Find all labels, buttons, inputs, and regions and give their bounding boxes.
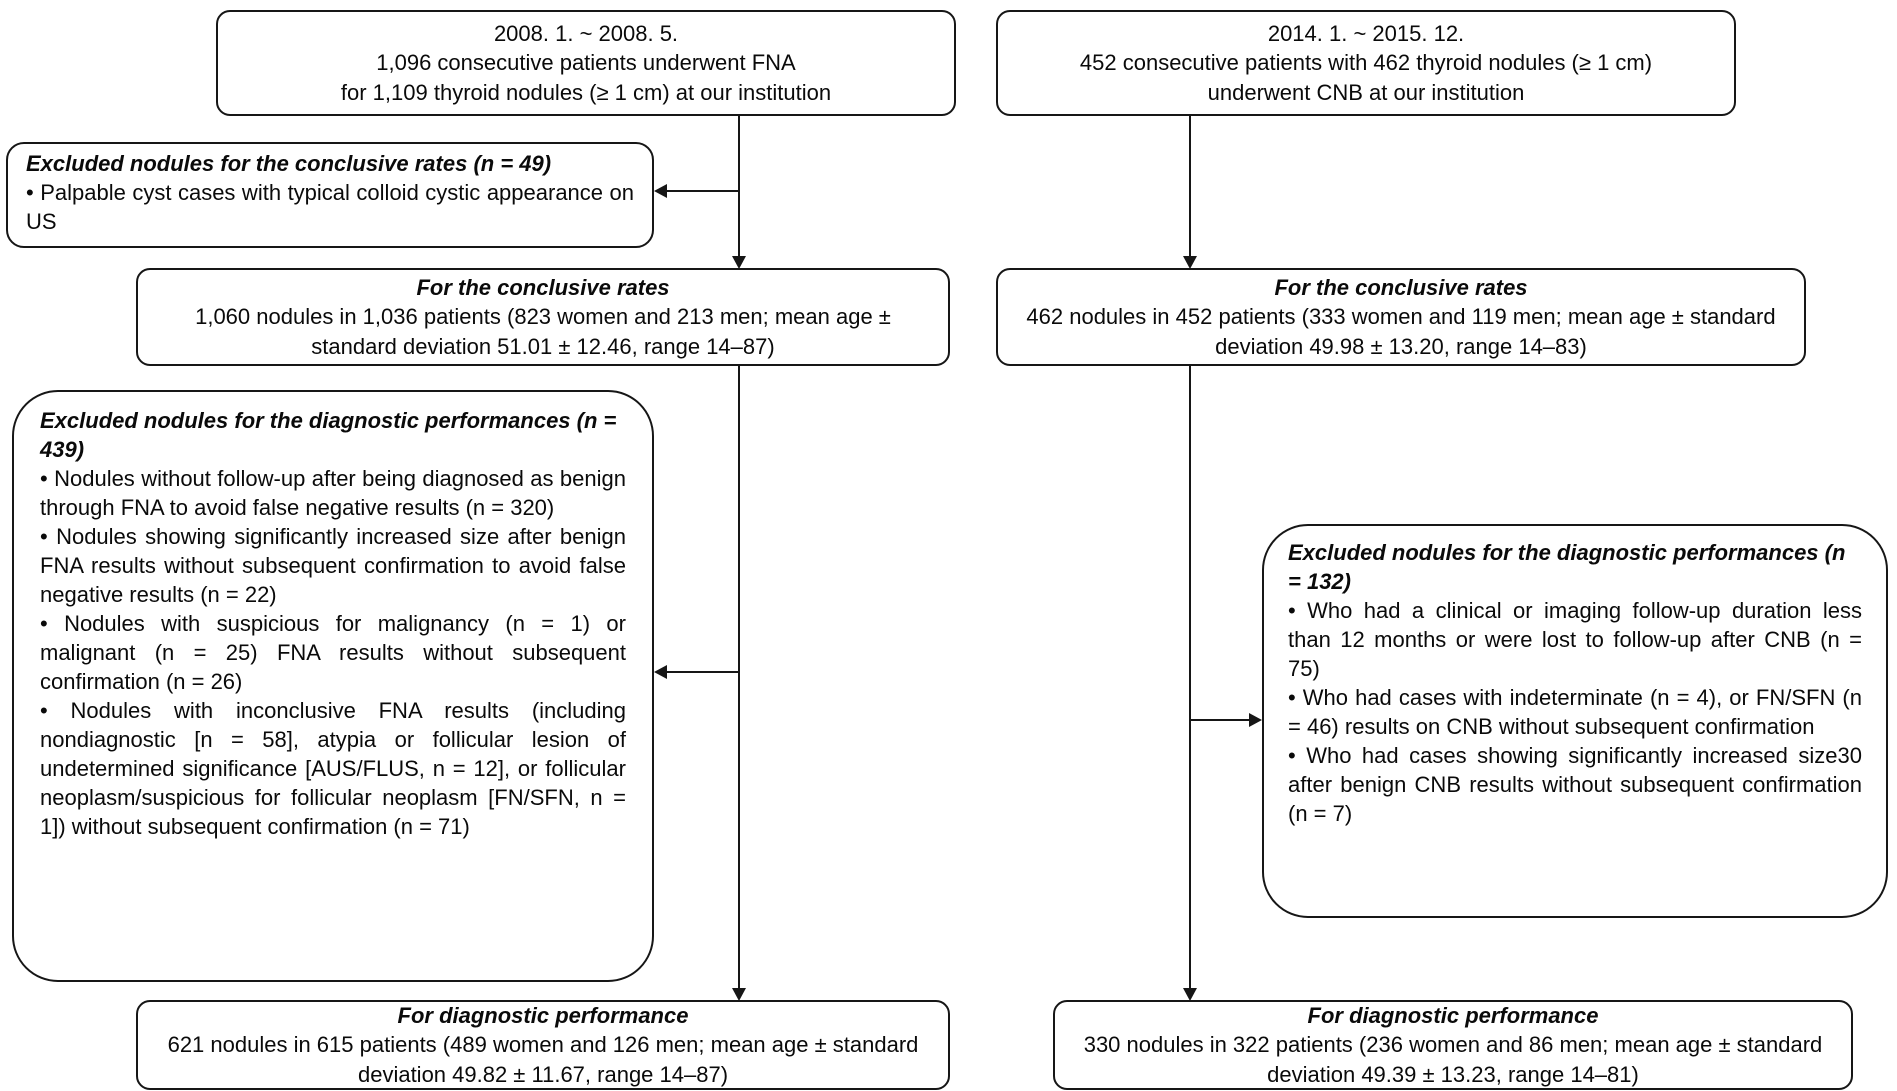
cnb-cohort-line2: 452 consecutive patients with 462 thyroid nodules (≥ 1 cm) [1079, 50, 1653, 76]
cnb-diagnostic-performance-box [1053, 1000, 1853, 1090]
arrowhead-left-icon [654, 184, 667, 198]
fna-cohort-line3: for 1,109 thyroid nodules (≥ 1 cm) at our institution [340, 79, 832, 105]
cnb-excluded-diagnostic-bullet: • Who had cases showing significantly increased size30 after benign CNB results without subsequent confirmation (n = 7) [1288, 743, 1862, 827]
fna-cohort-box [216, 10, 956, 116]
cnb-diagnostic-title: For diagnostic performance [1307, 1003, 1599, 1029]
fna-conclusive-body: 1,060 nodules in 1,036 patients (823 women and 213 men; mean age ± standard deviation 51.01 ± 12.46, range 14–87) [195, 304, 891, 359]
arrowhead-down-icon [732, 256, 746, 269]
cnb-cohort-box [996, 10, 1736, 116]
connector-cnb-to-excluded-diagnostic [1190, 719, 1252, 721]
fna-conclusive-title: For the conclusive rates [416, 275, 670, 301]
cnb-excluded-diagnostic-bullet: • Who had cases with indeterminate (n = 4), or FN/SFN (n = 46) results on CNB without subsequent confirmation [1288, 685, 1862, 740]
cnb-excluded-diagnostic-bullet: • Who had a clinical or imaging follow-up duration less than 12 months or were lost to follow-up after CNB (n = 75) [1288, 598, 1862, 682]
fna-cohort-line2: 1,096 consecutive patients underwent FNA [376, 50, 796, 76]
fna-excluded-diagnostic-bullet: • Nodules with inconclusive FNA results (including nondiagnostic [n = 58], atypia or follicular lesion of undetermined significance [AUS/FLUS, n = 12], or follicular neoplasm/suspicious for follicular neoplasm [FN/SFN, n = 1]) without subsequent confirmation (n = 71) [40, 698, 626, 840]
connector-fna-to-excluded-diagnostic [664, 671, 739, 673]
arrowhead-left-icon [654, 665, 667, 679]
fna-excluded-conclusive-title: Excluded nodules for the conclusive rates (n = 49) [26, 151, 552, 176]
fna-conclusive-rates-box [136, 268, 950, 366]
fna-excluded-diagnostic-bullet: • Nodules with suspicious for malignancy (n = 1) or malignant (n = 25) FNA results without subsequent confirmation (n = 26) [40, 611, 626, 695]
cnb-conclusive-title: For the conclusive rates [1274, 275, 1528, 301]
fna-excluded-conclusive-bullet: • Palpable cyst cases with typical colloid cystic appearance on US [26, 180, 634, 235]
fna-excluded-conclusive-box [6, 142, 654, 248]
connector-fna-cohort-to-conclusive [738, 116, 740, 258]
fna-diagnostic-body: 621 nodules in 615 patients (489 women and 126 men; mean age ± standard deviation 49.82 ± 11.67, range 14–87) [167, 1032, 919, 1087]
cnb-excluded-diagnostic-title: Excluded nodules for the diagnostic performances (n = 132) [1288, 540, 1846, 595]
arrowhead-down-icon [1183, 256, 1197, 269]
connector-cnb-cohort-to-conclusive [1189, 116, 1191, 258]
connector-fna-conclusive-to-diagnostic [738, 366, 740, 988]
cnb-conclusive-rates-box [996, 268, 1806, 366]
fna-excluded-diagnostic-bullet: • Nodules showing significantly increased size after benign FNA results without subsequent confirmation to avoid false negative results (n = 22) [40, 524, 626, 608]
connector-fna-to-excluded-conclusive [664, 190, 739, 192]
cnb-excluded-diagnostic-box [1262, 524, 1888, 918]
cnb-diagnostic-body: 330 nodules in 322 patients (236 women and 86 men; mean age ± standard deviation 49.39 ± 13.23, range 14–81) [1083, 1032, 1823, 1087]
fna-excluded-diagnostic-bullet: • Nodules without follow-up after being diagnosed as benign through FNA to avoid false negative results (n = 320) [40, 466, 626, 521]
arrowhead-right-icon [1249, 713, 1262, 727]
arrowhead-down-icon [732, 988, 746, 1001]
cnb-cohort-line3: underwent CNB at our institution [1207, 79, 1525, 105]
arrowhead-down-icon [1183, 988, 1197, 1001]
cnb-conclusive-body: 462 nodules in 452 patients (333 women and 119 men; mean age ± standard deviation 49.98 ± 13.20, range 14–83) [1026, 304, 1776, 359]
fna-excluded-diagnostic-title: Excluded nodules for the diagnostic performances (n = 439) [40, 408, 617, 463]
fna-period: 2008. 1. ~ 2008. 5. [493, 21, 679, 47]
cnb-period: 2014. 1. ~ 2015. 12. [1267, 21, 1465, 47]
fna-diagnostic-performance-box [136, 1000, 950, 1090]
fna-excluded-diagnostic-box [12, 390, 654, 982]
fna-diagnostic-title: For diagnostic performance [397, 1003, 689, 1029]
connector-cnb-conclusive-to-diagnostic [1189, 366, 1191, 988]
